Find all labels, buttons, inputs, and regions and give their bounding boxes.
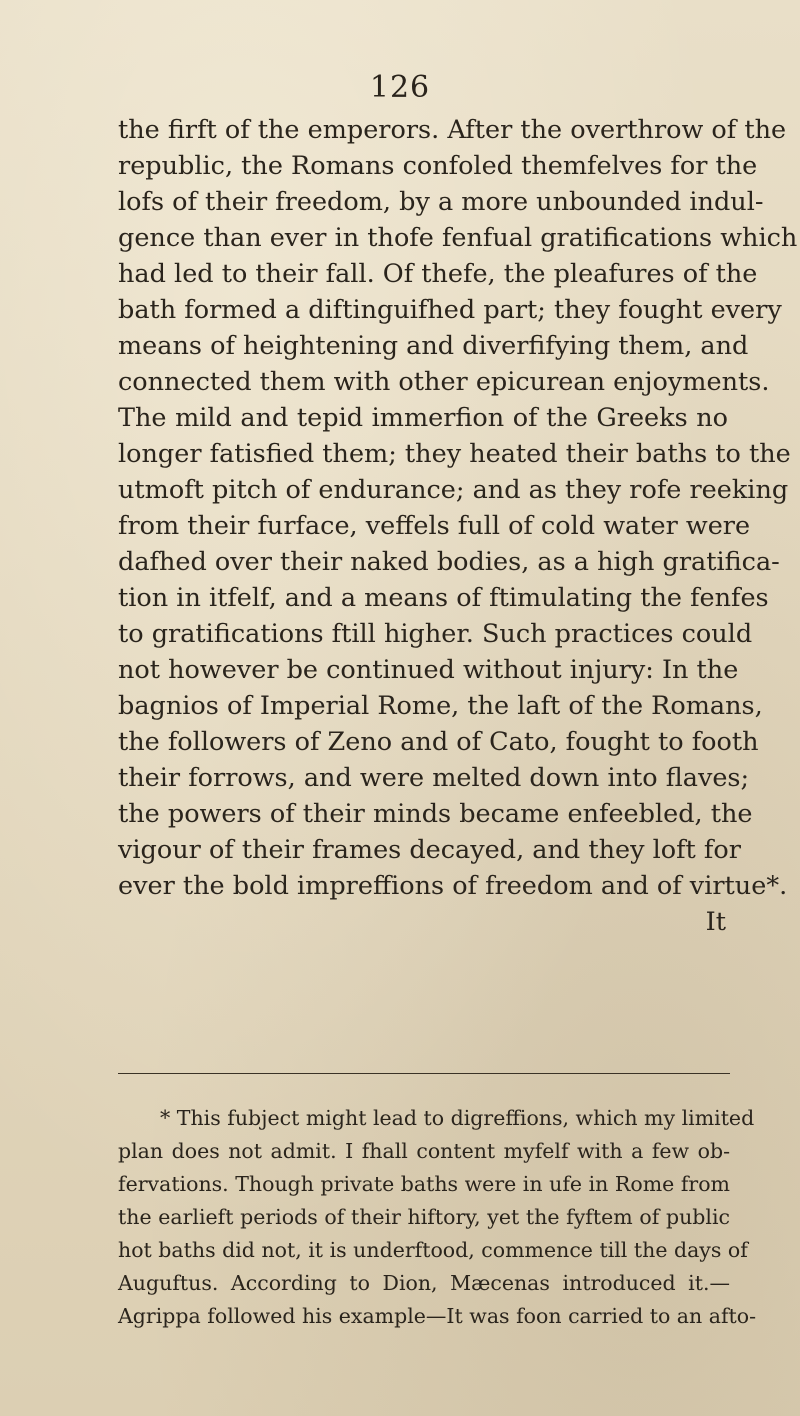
body-line: bagnios of Imperial Rome, the laft of the Romans, [118, 691, 763, 721]
body-line: the firft of the emperors. After the overthrow of the [118, 115, 787, 145]
page-number: 126 [369, 70, 431, 105]
footnote [118, 1102, 757, 1333]
body-line: gence than ever in thofe fenfual gratifications which [118, 223, 798, 253]
body-line: tion in itfelf, and a means of ftimulating the fenfes [118, 583, 769, 613]
body-line: ever the bold impreffions of freedom and of virtue*. [118, 871, 788, 901]
body-text [118, 112, 798, 940]
body-line: had led to their fall. Of thefe, the pleafures of the [118, 259, 758, 289]
body-line: bath formed a diftinguifhed part; they fought every [118, 295, 782, 325]
body-line: utmoft pitch of endurance; and as they rofe reeking [118, 475, 789, 505]
body-line: not however be continued without injury: In the [118, 655, 739, 685]
body-line: dafhed over their naked bodies, as a high gratifica- [118, 547, 780, 577]
body-line: vigour of their frames decayed, and they loft for [118, 835, 741, 865]
body-line: longer fatisfied them; they heated their baths to the [118, 439, 791, 469]
footnote-line: hot baths did not, it is underftood, commence till the days of [118, 1238, 748, 1262]
footnote-line: * This fubject might lead to digreffions, which my limited [160, 1106, 755, 1130]
body-line: The mild and tepid immerfion of the Greeks no [118, 403, 728, 433]
body-line: connected them with other epicurean enjoyments. [118, 367, 770, 397]
body-line: the followers of Zeno and of Cato, fought to footh [118, 727, 759, 757]
body-line: means of heightening and diverfifying them, and [118, 331, 749, 361]
body-line: their forrows, and were melted down into flaves; [118, 763, 750, 793]
footnote-line: the earlieft periods of their hiftory, yet the fyftem of public [118, 1205, 730, 1229]
body-line: the powers of their minds became enfeebled, the [118, 799, 753, 829]
body-line: from their furface, veffels full of cold water were [118, 511, 751, 541]
footnote-divider [118, 1073, 730, 1074]
body-line: to gratifications ftill higher. Such practices could [118, 619, 753, 649]
body-line: lofs of their freedom, by a more unbounded indul- [118, 187, 764, 217]
footnote-line: fervations. Though private baths were in ufe in Rome from [118, 1172, 730, 1196]
footnote-line: Agrippa followed his example—It was foon carried to an afto- [118, 1304, 757, 1328]
footnote-line: plan does not admit. I fhall content myfelf with a few ob- [118, 1139, 730, 1163]
catchword: It [705, 907, 726, 937]
footnote-line: Auguftus. According to Dion, Mæcenas introduced it.— [118, 1271, 730, 1295]
body-line: republic, the Romans confoled themfelves for the [118, 151, 758, 181]
